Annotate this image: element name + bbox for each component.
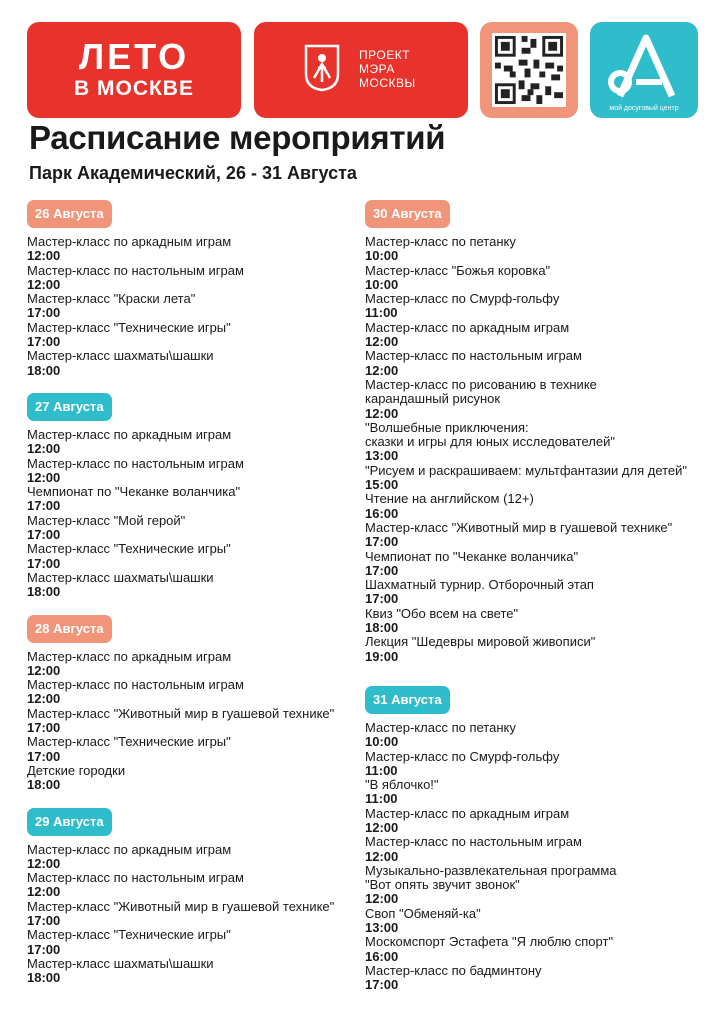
event-title: Мастер-класс "Технические игры" bbox=[27, 541, 231, 557]
event-time: 12:00 bbox=[27, 855, 61, 871]
event-title: Мастер-класс по петанку bbox=[365, 719, 516, 735]
event-time: 12:00 bbox=[27, 441, 61, 457]
event-time: 12:00 bbox=[27, 691, 61, 707]
event-time: 10:00 bbox=[365, 734, 399, 750]
event-item bbox=[27, 735, 357, 764]
my-leisure-center-logo bbox=[590, 22, 698, 118]
date-badge: 30 Августа bbox=[365, 200, 450, 228]
event-item bbox=[365, 378, 710, 421]
event-item bbox=[27, 843, 357, 872]
event-title: Мастер-класс по Смурф-гольфу bbox=[365, 748, 560, 764]
event-time: 17:00 bbox=[27, 334, 61, 350]
event-title: Мастер-класс по рисованию в технике карандашный рисунок bbox=[365, 376, 597, 407]
event-item bbox=[27, 264, 357, 293]
date-badge: 28 Августа bbox=[27, 615, 112, 643]
event-item bbox=[365, 464, 710, 493]
event-time: 12:00 bbox=[365, 891, 399, 907]
event-item bbox=[365, 864, 710, 907]
event-item bbox=[27, 764, 357, 793]
event-time: 17:00 bbox=[365, 977, 399, 993]
event-title: Мастер-класс шахматы\шашки bbox=[27, 348, 214, 364]
event-title: Мастер-класс "Божья коровка" bbox=[365, 262, 551, 278]
event-item bbox=[365, 349, 710, 378]
event-item bbox=[365, 750, 710, 779]
event-title: Детские городки bbox=[27, 762, 126, 778]
date-badge: 31 Августа bbox=[365, 686, 450, 714]
event-item bbox=[365, 835, 710, 864]
event-item bbox=[27, 707, 357, 736]
day-section bbox=[27, 393, 357, 600]
event-title: Чемпионат по "Чеканке воланчика" bbox=[365, 548, 579, 564]
event-title: Мастер-класс шахматы\шашки bbox=[27, 955, 214, 971]
event-title: Мастер-класс по аркадным играм bbox=[27, 426, 232, 442]
date-badge: 29 Августа bbox=[27, 808, 112, 836]
event-time: 12:00 bbox=[27, 884, 61, 900]
event-title: Мастер-класс "Мой герой" bbox=[27, 512, 186, 528]
event-time: 12:00 bbox=[27, 276, 61, 292]
event-item bbox=[27, 871, 357, 900]
event-title: Мастер-класс по настольным играм bbox=[27, 262, 244, 278]
schedule-right-column bbox=[365, 200, 710, 1008]
event-time: 17:00 bbox=[27, 720, 61, 736]
event-time: 12:00 bbox=[365, 848, 399, 864]
event-item bbox=[365, 721, 710, 750]
event-time: 17:00 bbox=[27, 305, 61, 321]
date-badge: 27 Августа bbox=[27, 393, 112, 421]
event-item bbox=[27, 349, 357, 378]
event-item bbox=[365, 907, 710, 936]
event-title: Мастер-класс по петанку bbox=[365, 234, 516, 249]
event-title: "Рисуем и раскрашиваем: мультфантазии для детей" bbox=[365, 462, 688, 478]
day-section bbox=[365, 200, 710, 664]
event-time: 12:00 bbox=[365, 334, 399, 350]
event-title: Мастер-класс "Технические игры" bbox=[27, 319, 231, 335]
event-time: 16:00 bbox=[365, 505, 399, 521]
qr-code-icon bbox=[492, 33, 566, 107]
moscow-crest-icon bbox=[304, 44, 340, 92]
event-time: 17:00 bbox=[27, 912, 61, 928]
event-time: 17:00 bbox=[27, 527, 61, 543]
event-item bbox=[365, 321, 710, 350]
project-label bbox=[359, 48, 416, 90]
event-item bbox=[27, 957, 357, 986]
event-title: Мастер-класс по аркадным играм bbox=[365, 805, 570, 821]
event-item bbox=[27, 514, 357, 543]
event-time: 17:00 bbox=[27, 555, 61, 571]
event-item bbox=[27, 650, 357, 679]
event-title: Мастер-класс по аркадным играм bbox=[27, 234, 232, 249]
event-time: 12:00 bbox=[27, 469, 61, 485]
event-time: 12:00 bbox=[27, 248, 61, 264]
event-item bbox=[365, 935, 710, 964]
event-title: Мастер-класс "Животный мир в гуашевой технике" bbox=[27, 705, 335, 721]
event-title: Мастер-класс "Технические игры" bbox=[27, 734, 231, 750]
event-time: 18:00 bbox=[365, 620, 399, 636]
event-time: 19:00 bbox=[365, 648, 399, 664]
event-item bbox=[27, 542, 357, 571]
event-title: Мастер-класс по бадминтону bbox=[365, 962, 542, 978]
event-item bbox=[365, 578, 710, 607]
mayor-project-logo bbox=[254, 22, 468, 118]
day-section bbox=[27, 615, 357, 793]
event-time: 18:00 bbox=[27, 777, 61, 793]
event-time: 12:00 bbox=[365, 405, 399, 421]
event-item bbox=[365, 292, 710, 321]
event-time: 10:00 bbox=[365, 248, 399, 264]
day-section bbox=[27, 200, 357, 378]
event-time: 13:00 bbox=[365, 448, 399, 464]
event-item bbox=[27, 292, 357, 321]
event-title: Мастер-класс по аркадным играм bbox=[365, 319, 570, 335]
event-time: 17:00 bbox=[365, 591, 399, 607]
event-item bbox=[365, 550, 710, 579]
logo-line-2: В МОСКВЕ bbox=[74, 77, 194, 100]
event-item bbox=[365, 607, 710, 636]
day-section bbox=[365, 686, 710, 993]
event-title: Чемпионат по "Чеканке воланчика" bbox=[27, 484, 241, 500]
event-item bbox=[365, 807, 710, 836]
event-item bbox=[27, 321, 357, 350]
event-time: 17:00 bbox=[27, 748, 61, 764]
event-title: "В яблочко!" bbox=[365, 777, 439, 793]
event-title: Мастер-класс по аркадным играм bbox=[27, 841, 232, 857]
date-badge: 26 Августа bbox=[27, 200, 112, 228]
event-item bbox=[27, 900, 357, 929]
event-item bbox=[365, 521, 710, 550]
event-title: Мастер-класс по аркадным играм bbox=[27, 648, 232, 664]
event-title: Мастер-класс по настольным играм bbox=[365, 348, 582, 364]
schedule-left-column bbox=[27, 200, 357, 1000]
event-title: "Волшебные приключения: сказки и игры для юных исследователей" bbox=[365, 419, 615, 450]
event-item bbox=[27, 928, 357, 957]
center-label: мой досуговый центр bbox=[609, 105, 679, 112]
event-title: Музыкально-развлекательная программа "Вот опять звучит звонок" bbox=[365, 862, 617, 893]
event-time: 12:00 bbox=[27, 662, 61, 678]
event-time: 11:00 bbox=[365, 791, 398, 807]
event-title: Мастер-класс "Технические игры" bbox=[27, 927, 231, 943]
leto-v-moskve-logo bbox=[27, 22, 241, 118]
event-item bbox=[27, 235, 357, 264]
event-time: 17:00 bbox=[365, 562, 399, 578]
event-time: 13:00 bbox=[365, 920, 399, 936]
event-item bbox=[365, 492, 710, 521]
event-time: 17:00 bbox=[27, 941, 61, 957]
event-title: Мастер-класс по Смурф-гольфу bbox=[365, 291, 560, 307]
event-title: Мастер-класс по настольным играм bbox=[27, 677, 244, 693]
event-time: 15:00 bbox=[365, 477, 399, 493]
event-title: Мастер-класс по настольным играм bbox=[27, 455, 244, 471]
event-time: 11:00 bbox=[365, 305, 398, 321]
logo-line-1: ЛЕТО bbox=[78, 36, 190, 77]
event-time: 16:00 bbox=[365, 948, 399, 964]
event-title: Мастер-класс "Животный мир в гуашевой технике" bbox=[27, 898, 335, 914]
event-title: Мастер-класс по настольным играм bbox=[27, 870, 244, 886]
event-time: 17:00 bbox=[27, 498, 61, 514]
event-time: 12:00 bbox=[365, 362, 399, 378]
event-item bbox=[27, 485, 357, 514]
project-line-3: МОСКВЫ bbox=[359, 76, 416, 90]
event-title: Чтение на английском (12+) bbox=[365, 491, 534, 507]
event-item bbox=[27, 571, 357, 600]
letter-a-logo-icon bbox=[590, 26, 698, 104]
event-item bbox=[27, 428, 357, 457]
event-item bbox=[365, 635, 710, 664]
project-line-1: ПРОЕКТ bbox=[359, 48, 411, 62]
event-title: Своп "Обменяй-ка" bbox=[365, 905, 481, 921]
event-item bbox=[365, 264, 710, 293]
event-time: 12:00 bbox=[365, 819, 399, 835]
event-item bbox=[365, 778, 710, 807]
event-title: Мастер-класс шахматы\шашки bbox=[27, 569, 214, 585]
event-time: 10:00 bbox=[365, 276, 399, 292]
event-time: 18:00 bbox=[27, 362, 61, 378]
event-item bbox=[27, 457, 357, 486]
event-item bbox=[365, 421, 710, 464]
event-item bbox=[365, 964, 710, 993]
event-time: 17:00 bbox=[365, 534, 399, 550]
project-line-2: МЭРА bbox=[359, 62, 395, 76]
event-time: 18:00 bbox=[27, 584, 61, 600]
day-section bbox=[27, 808, 357, 986]
event-title: Мастер-класс "Животный мир в гуашевой технике" bbox=[365, 519, 673, 535]
event-title: Мастер-класс по настольным играм bbox=[365, 834, 582, 850]
event-title: Москомспорт Эстафета "Я люблю спорт" bbox=[365, 934, 614, 950]
event-time: 18:00 bbox=[27, 970, 61, 986]
event-title: Лекция "Шедевры мировой живописи" bbox=[365, 634, 596, 650]
event-item bbox=[27, 678, 357, 707]
page-title: Расписание мероприятий bbox=[29, 119, 446, 156]
event-title: Мастер-класс "Краски лета" bbox=[27, 291, 196, 307]
qr-code-panel bbox=[480, 22, 578, 118]
event-item bbox=[365, 235, 710, 264]
event-title: Шахматный турнир. Отборочный этап bbox=[365, 577, 594, 593]
page-subtitle: Парк Академический, 26 - 31 Августа bbox=[29, 163, 357, 183]
event-title: Квиз "Обо всем на свете" bbox=[365, 605, 519, 621]
event-time: 11:00 bbox=[365, 762, 398, 778]
